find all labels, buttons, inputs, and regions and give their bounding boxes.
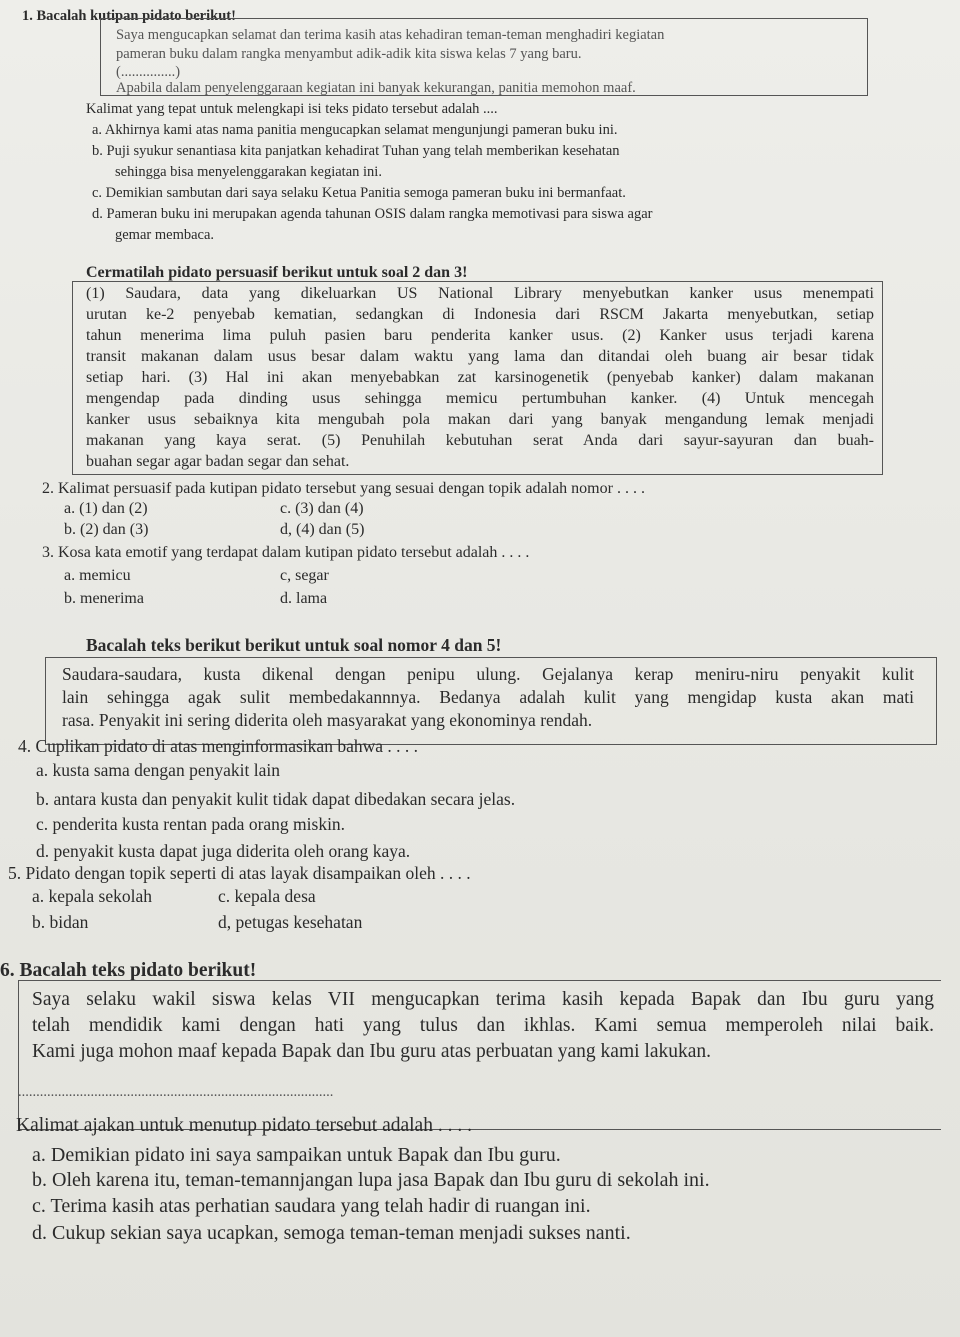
q5-option-d: d, petugas kesehatan	[218, 912, 363, 932]
p23-line-6: mengendap pada dinding usus sehingga memicu pertumbuhan kanker. (4) Untuk mencegah	[86, 390, 874, 407]
q6-line-2: telah mendidik kami dengan hati yang tulus dan ikhlas. Kami semua memperoleh nilai baik.	[32, 1015, 934, 1036]
p23-line-1: (1) Saudara, data yang dikeluarkan US National Library menyebutkan kanker usus menempati	[86, 285, 874, 302]
q3-question: 3. Kosa kata emotif yang terdapat dalam kutipan pidato tersebut adalah . . . .	[42, 544, 530, 561]
q3-option-b: b. menerima	[64, 590, 144, 607]
q5-option-c: c. kepala desa	[218, 886, 316, 906]
q3-option-d: d. lama	[280, 590, 328, 607]
q2-option-d: d, (4) dan (5)	[280, 521, 365, 538]
q4-option-b: b. antara kusta dan penyakit kulit tidak dapat dibedakan secara jelas.	[36, 789, 516, 809]
q5-question: 5. Pidato dengan topik seperti di atas layak disampaikan oleh . . . .	[8, 863, 471, 883]
p45-heading: Bacalah teks berikut berikut untuk soal nomor 4 dan 5!	[86, 635, 502, 655]
p45-line-3: rasa. Penyakit ini sering diderita oleh masyarakat yang ekonominya rendah.	[62, 710, 593, 730]
q6-option-a: a. Demikian pidato ini saya sampaikan untuk Bapak dan Ibu guru.	[32, 1144, 561, 1166]
q6-blank-line: .......................................................................................	[18, 1084, 334, 1100]
q4-option-a: a. kusta sama dengan penyakit lain	[36, 760, 280, 780]
q6-option-c: c. Terima kasih atas perhatian saudara yang telah hadir di ruangan ini.	[32, 1195, 591, 1217]
q1-box-line-3: (...............)	[116, 64, 181, 80]
q6-question: Kalimat ajakan untuk menutup pidato tersebut adalah . . . .	[16, 1115, 472, 1136]
p23-line-8: makanan yang kaya serat. (5) Penuhilah kebutuhan serat Anda dari sayur-sayuran dan buah-	[86, 432, 874, 449]
q1-option-d: d. Pameran buku ini merupakan agenda tahunan OSIS dalam rangka memotivasi para siswa agar	[92, 206, 653, 222]
q6-option-b: b. Oleh karena itu, teman-temannjangan lupa jasa Bapak dan Ibu guru di sekolah ini.	[32, 1169, 710, 1191]
p23-line-3: tahun menerima lima puluh pasien baru penderita kanker usus. (2) Kanker usus terjadi karena	[86, 327, 874, 344]
q2-option-c: c. (3) dan (4)	[280, 500, 364, 517]
p23-line-5: setiap hari. (3) Hal ini akan menyebabkan zat karsinogenetik (penyebab kanker) dalam makanan	[86, 369, 874, 386]
q3-option-a: a. memicu	[64, 567, 131, 584]
q1-option-b-cont: sehingga bisa menyelenggarakan kegiatan ini.	[115, 164, 382, 180]
p23-line-7: kanker usus sebaiknya kita mengubah pola makan dari yang banyak mengandung lemak menjadi	[86, 411, 874, 428]
p23-heading: Cermatilah pidato persuasif berikut untuk soal 2 dan 3!	[86, 264, 468, 281]
q5-option-a: a. kepala sekolah	[32, 886, 153, 906]
q2-option-b: b. (2) dan (3)	[64, 521, 149, 538]
p23-line-9: buahan segar agar badan segar dan sehat.	[86, 453, 350, 470]
q4-question: 4. Cuplikan pidato di atas menginformasikan bahwa . . . .	[18, 736, 418, 756]
q3-option-c: c, segar	[280, 567, 329, 584]
q1-option-c: c. Demikian sambutan dari saya selaku Ketua Panitia semoga pameran buku ini bermanfaat.	[92, 185, 626, 201]
q2-question: 2. Kalimat persuasif pada kutipan pidato tersebut yang sesuai dengan topik adalah nomor . . . .	[42, 480, 645, 497]
p45-line-1: Saudara-saudara, kusta dikenal dengan penipu ulung. Gejalanya kerap meniru-niru penyakit kulit	[62, 664, 914, 684]
q1-box-line-2: pameran buku dalam rangka menyambut adik-adik kita siswa kelas 7 yang baru.	[116, 46, 582, 62]
q1-box-line-1: Saya mengucapkan selamat dan terima kasih atas kehadiran teman-teman menghadiri kegiatan	[116, 27, 665, 43]
q6-line-1: Saya selaku wakil siswa kelas VII mengucapkan terima kasih kepada Bapak dan Ibu guru yang	[32, 989, 934, 1010]
p45-line-2: lain sehingga agak sulit membedakannnya. Bedanya adalah kulit yang mengidap kusta akan mati	[62, 687, 914, 707]
q2-option-a: a. (1) dan (2)	[64, 500, 148, 517]
q6-heading: 6. Bacalah teks pidato berikut!	[0, 960, 257, 981]
q4-option-c: c. penderita kusta rentan pada orang miskin.	[36, 814, 346, 834]
q1-option-d-cont: gemar membaca.	[115, 227, 215, 243]
p23-line-4: transit makanan dalam usus besar dalam waktu yang lama dan ditandai oleh buang air besar tidak	[86, 348, 874, 365]
q5-option-b: b. bidan	[32, 912, 89, 932]
q1-heading: 1. Bacalah kutipan pidato berikut!	[22, 8, 236, 24]
q1-box-line-4: Apabila dalam penyelenggaraan kegiatan ini banyak kekurangan, panitia memohon maaf.	[116, 80, 636, 96]
p23-line-2: urutan ke-2 penyebab kematian, sedangkan di Indonesia dari RSCM Jakarta menyebutkan, setiap	[86, 306, 874, 323]
q1-option-b: b. Puji syukur senantiasa kita panjatkan kehadirat Tuhan yang telah memberikan kesehatan	[92, 143, 620, 159]
q1-question: Kalimat yang tepat untuk melengkapi isi teks pidato tersebut adalah ....	[86, 101, 498, 117]
q6-option-d: d. Cukup sekian saya ucapkan, semoga teman-teman menjadi sukses nanti.	[32, 1222, 631, 1244]
q4-option-d: d. penyakit kusta dapat juga diderita oleh orang kaya.	[36, 841, 411, 861]
q6-line-3: Kami juga mohon maaf kepada Bapak dan Ibu guru atas perbuatan yang kami lakukan.	[32, 1041, 712, 1062]
q1-option-a: a. Akhirnya kami atas nama panitia mengucapkan selamat mengunjungi pameran buku ini.	[92, 122, 618, 138]
